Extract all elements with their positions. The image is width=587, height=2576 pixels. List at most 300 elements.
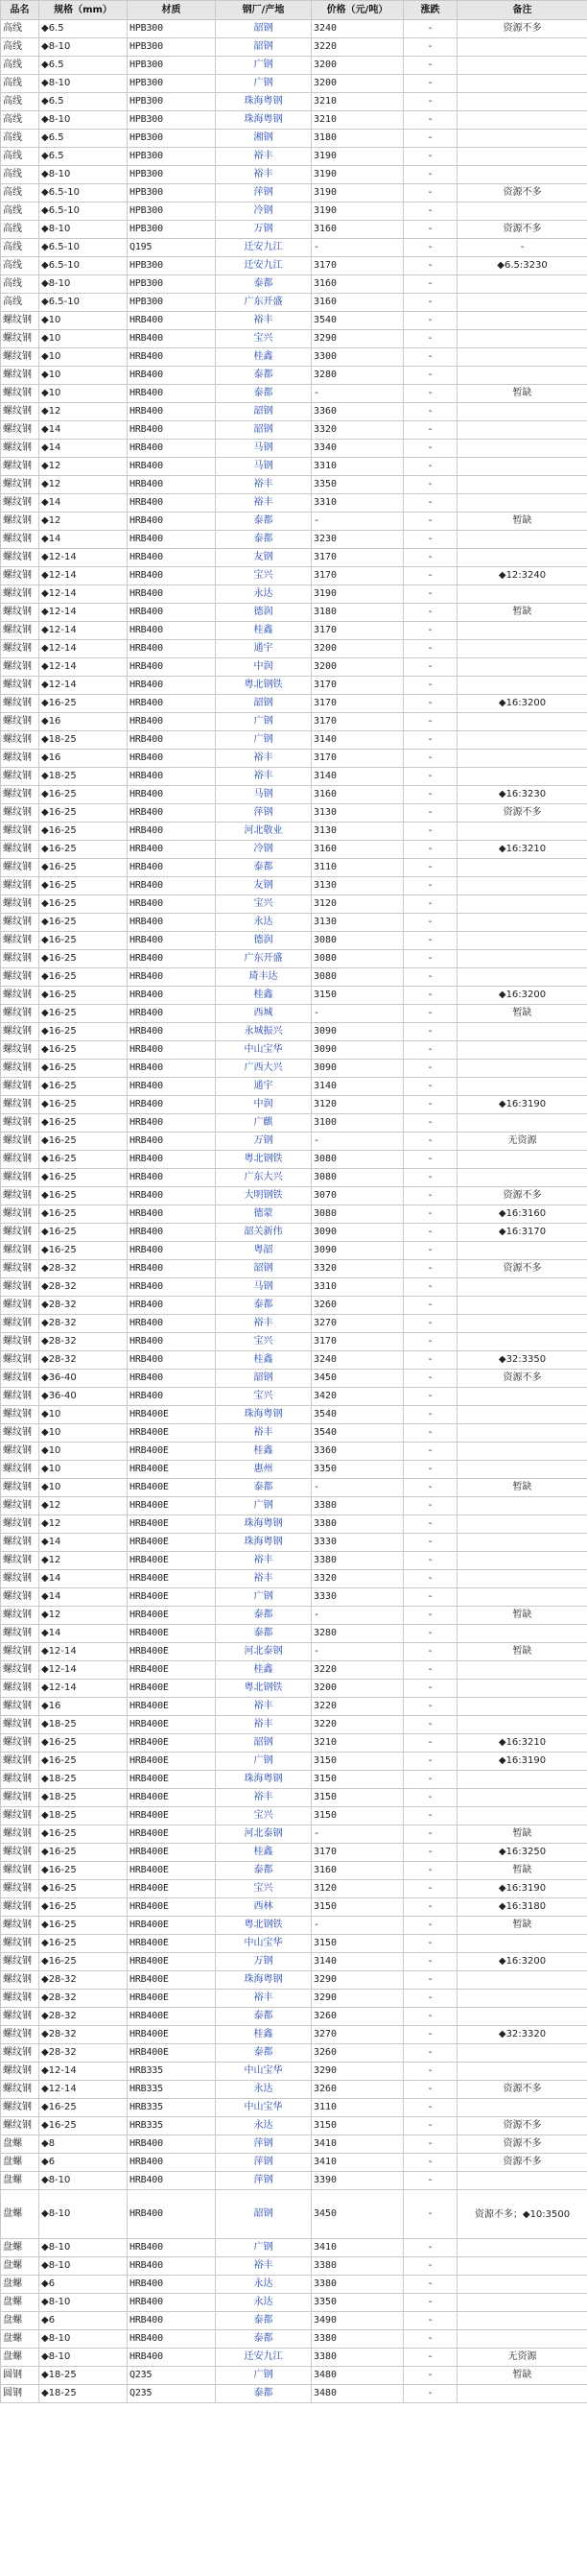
cell-name: 螺纹钢 (1, 1297, 39, 1315)
cell-price: - (312, 1917, 404, 1935)
cell-spec: ◆28-32 (39, 2044, 128, 2063)
cell-change: - (404, 1661, 458, 1680)
cell-mill: 桂鑫 (216, 1443, 312, 1461)
cell-material: HRB400 (128, 2349, 216, 2367)
cell-spec: ◆6.5 (39, 57, 128, 75)
cell-price: 3450 (312, 2190, 404, 2239)
cell-mill: 迁安九江 (216, 239, 312, 257)
table-row (1, 1825, 587, 1844)
cell-change: - (404, 1333, 458, 1351)
table-row (1, 932, 587, 950)
cell-name: 螺纹钢 (1, 1260, 39, 1278)
cell-material: HRB400 (128, 1315, 216, 1333)
table-row (1, 1789, 587, 1807)
cell-price: 3380 (312, 2276, 404, 2294)
cell-note (458, 1114, 587, 1133)
cell-name: 盘螺 (1, 2257, 39, 2276)
cell-note (458, 75, 587, 93)
cell-material: HPB300 (128, 111, 216, 130)
cell-mill: 泰都 (216, 2044, 312, 2063)
cell-note (458, 877, 587, 895)
cell-spec: ◆6.5-10 (39, 257, 128, 275)
cell-note: ◆16:3190 (458, 1753, 587, 1771)
cell-mill: 桂鑫 (216, 348, 312, 367)
cell-change: - (404, 731, 458, 750)
cell-name: 螺纹钢 (1, 2117, 39, 2135)
table-row (1, 1078, 587, 1096)
cell-change: - (404, 1461, 458, 1479)
cell-name: 螺纹钢 (1, 1333, 39, 1351)
table-row (1, 1351, 587, 1370)
cell-price: 3290 (312, 2063, 404, 2081)
cell-price: 3200 (312, 658, 404, 677)
table-row (1, 2312, 587, 2330)
cell-material: HRB400 (128, 877, 216, 895)
cell-material: Q235 (128, 2385, 216, 2403)
cell-spec: ◆8-10 (39, 38, 128, 57)
cell-material: HRB400 (128, 2276, 216, 2294)
cell-material: HRB400 (128, 750, 216, 768)
cell-material: HRB400E (128, 1643, 216, 1661)
table-row (1, 804, 587, 823)
cell-note: 暂缺 (458, 604, 587, 622)
cell-note: ◆16:3230 (458, 786, 587, 804)
table-row (1, 841, 587, 859)
cell-spec: ◆8 (39, 2135, 128, 2154)
cell-material: HRB400 (128, 2294, 216, 2312)
cell-spec: ◆16-25 (39, 1041, 128, 1060)
cell-note (458, 713, 587, 731)
cell-price: 3080 (312, 932, 404, 950)
cell-price: 3320 (312, 421, 404, 440)
table-row (1, 1515, 587, 1534)
cell-note: ◆16:3250 (458, 1844, 587, 1862)
cell-change: - (404, 2135, 458, 2154)
cell-note (458, 294, 587, 312)
cell-change: - (404, 968, 458, 987)
cell-material: HRB400 (128, 2190, 216, 2239)
cell-change: - (404, 1971, 458, 1990)
table-row (1, 330, 587, 348)
cell-price: 3140 (312, 1953, 404, 1971)
cell-material: HRB335 (128, 2117, 216, 2135)
table-row (1, 1315, 587, 1333)
cell-change: - (404, 658, 458, 677)
cell-mill: 裕丰 (216, 750, 312, 768)
cell-mill: 万钢 (216, 1133, 312, 1151)
cell-name: 螺纹钢 (1, 1169, 39, 1187)
cell-name: 盘螺 (1, 2154, 39, 2172)
cell-mill: 桂鑫 (216, 1844, 312, 1862)
cell-mill: 广东大兴 (216, 1169, 312, 1187)
cell-mill: 珠海粤钢 (216, 1771, 312, 1789)
cell-change: - (404, 677, 458, 695)
cell-spec: ◆16-25 (39, 895, 128, 914)
cell-change: - (404, 2312, 458, 2330)
cell-change: - (404, 1880, 458, 1898)
cell-material: HPB300 (128, 184, 216, 203)
cell-change: - (404, 239, 458, 257)
cell-spec: ◆12-14 (39, 2063, 128, 2081)
cell-name: 螺纹钢 (1, 2026, 39, 2044)
table-row (1, 1205, 587, 1224)
cell-spec: ◆6 (39, 2154, 128, 2172)
cell-note (458, 1534, 587, 1552)
cell-material: HRB400 (128, 950, 216, 968)
cell-change: - (404, 1917, 458, 1935)
cell-note (458, 895, 587, 914)
cell-material: HRB400E (128, 1880, 216, 1898)
table-row (1, 1807, 587, 1825)
cell-change: - (404, 2276, 458, 2294)
table-row (1, 1041, 587, 1060)
cell-price: 3210 (312, 111, 404, 130)
cell-spec: ◆6.5 (39, 20, 128, 38)
cell-price: 3350 (312, 476, 404, 494)
cell-spec: ◆16-25 (39, 859, 128, 877)
cell-spec: ◆16-25 (39, 1169, 128, 1187)
cell-change: - (404, 841, 458, 859)
cell-name: 螺纹钢 (1, 1041, 39, 1060)
cell-price: 3160 (312, 786, 404, 804)
cell-price: 3380 (312, 2349, 404, 2367)
cell-note (458, 859, 587, 877)
cell-change: - (404, 1771, 458, 1789)
cell-mill: 粤北钢铁 (216, 677, 312, 695)
cell-name: 螺纹钢 (1, 348, 39, 367)
cell-material: HRB400 (128, 932, 216, 950)
table-row (1, 1990, 587, 2008)
cell-price: 3170 (312, 567, 404, 585)
cell-note (458, 585, 587, 604)
cell-mill: 广钢 (216, 1497, 312, 1515)
cell-spec: ◆16-25 (39, 1078, 128, 1096)
cell-name: 螺纹钢 (1, 385, 39, 403)
cell-mill: 韶钢 (216, 1260, 312, 1278)
cell-change: - (404, 1807, 458, 1825)
cell-change: - (404, 1625, 458, 1643)
cell-note (458, 1242, 587, 1260)
cell-material: HRB400 (128, 859, 216, 877)
cell-spec: ◆12-14 (39, 1643, 128, 1661)
cell-mill: 泰都 (216, 275, 312, 294)
cell-change: - (404, 20, 458, 38)
cell-mill: 中润 (216, 1096, 312, 1114)
cell-name: 螺纹钢 (1, 1771, 39, 1789)
cell-material: Q235 (128, 2367, 216, 2385)
cell-price: 3380 (312, 2257, 404, 2276)
cell-note (458, 440, 587, 458)
cell-price: 3260 (312, 2081, 404, 2099)
cell-price: 3190 (312, 585, 404, 604)
cell-price: 3150 (312, 2117, 404, 2135)
cell-name: 螺纹钢 (1, 1205, 39, 1224)
cell-note: 暂缺 (458, 1479, 587, 1497)
cell-mill: 宝兴 (216, 1333, 312, 1351)
cell-spec: ◆16-25 (39, 804, 128, 823)
cell-spec: ◆16-25 (39, 932, 128, 950)
cell-note (458, 2239, 587, 2257)
cell-spec: ◆16-25 (39, 1096, 128, 1114)
cell-spec: ◆18-25 (39, 1807, 128, 1825)
cell-spec: ◆16-25 (39, 1187, 128, 1205)
table-row (1, 257, 587, 275)
table-row (1, 1607, 587, 1625)
cell-price: 3150 (312, 1807, 404, 1825)
table-body (1, 20, 587, 2403)
cell-name: 螺纹钢 (1, 713, 39, 731)
cell-material: HRB400 (128, 1278, 216, 1297)
cell-spec: ◆12 (39, 513, 128, 531)
cell-material: HRB400 (128, 2172, 216, 2190)
cell-mill: 广东开盛 (216, 294, 312, 312)
cell-name: 螺纹钢 (1, 1971, 39, 1990)
cell-note (458, 1297, 587, 1315)
cell-spec: ◆16-25 (39, 1205, 128, 1224)
table-row (1, 823, 587, 841)
cell-change: - (404, 1698, 458, 1716)
cell-change: - (404, 1734, 458, 1753)
cell-spec: ◆28-32 (39, 1260, 128, 1278)
cell-name: 高线 (1, 203, 39, 221)
table-row (1, 1096, 587, 1114)
cell-price: 3120 (312, 1096, 404, 1114)
cell-spec: ◆28-32 (39, 2008, 128, 2026)
cell-change: - (404, 1224, 458, 1242)
cell-mill: 粤北钢铁 (216, 1151, 312, 1169)
cell-price: 3130 (312, 823, 404, 841)
cell-change: - (404, 2172, 458, 2190)
cell-mill: 萍钢 (216, 2154, 312, 2172)
cell-change: - (404, 1716, 458, 1734)
cell-change: - (404, 750, 458, 768)
cell-note (458, 750, 587, 768)
cell-note (458, 731, 587, 750)
cell-material: HRB400E (128, 1534, 216, 1552)
cell-mill: 广钢 (216, 731, 312, 750)
cell-material: HRB400E (128, 1680, 216, 1698)
cell-mill: 桂鑫 (216, 622, 312, 640)
cell-price: 3380 (312, 2330, 404, 2349)
cell-price: 3480 (312, 2385, 404, 2403)
cell-spec: ◆16-25 (39, 695, 128, 713)
cell-price: 3170 (312, 622, 404, 640)
cell-name: 螺纹钢 (1, 932, 39, 950)
cell-change: - (404, 130, 458, 148)
cell-change: - (404, 2099, 458, 2117)
table-row (1, 2063, 587, 2081)
cell-spec: ◆14 (39, 494, 128, 513)
cell-name: 螺纹钢 (1, 1424, 39, 1443)
cell-price: 3270 (312, 2026, 404, 2044)
cell-mill: 裕丰 (216, 1698, 312, 1716)
cell-mill: 永达 (216, 914, 312, 932)
cell-change: - (404, 1187, 458, 1205)
cell-note (458, 1023, 587, 1041)
cell-name: 螺纹钢 (1, 1625, 39, 1643)
cell-material: HRB400E (128, 1570, 216, 1588)
cell-spec: ◆14 (39, 531, 128, 549)
cell-spec: ◆12-14 (39, 2081, 128, 2099)
cell-material: HRB400 (128, 367, 216, 385)
cell-mill: 中山宝华 (216, 1041, 312, 1060)
cell-material: HRB400E (128, 1917, 216, 1935)
cell-name: 螺纹钢 (1, 786, 39, 804)
cell-material: HRB400 (128, 440, 216, 458)
cell-note: ◆16:3200 (458, 1953, 587, 1971)
cell-change: - (404, 111, 458, 130)
cell-name: 盘螺 (1, 2135, 39, 2154)
cell-price: - (312, 1607, 404, 1625)
cell-material: HRB400E (128, 1734, 216, 1753)
cell-note (458, 2276, 587, 2294)
cell-change: - (404, 1406, 458, 1424)
cell-note: ◆16:3190 (458, 1880, 587, 1898)
cell-note: 资源不多 (458, 184, 587, 203)
cell-change: - (404, 640, 458, 658)
cell-note (458, 2330, 587, 2349)
table-row (1, 1753, 587, 1771)
cell-spec: ◆16-25 (39, 1753, 128, 1771)
cell-mill: 西林 (216, 1898, 312, 1917)
cell-mill: 韶关新伟 (216, 1224, 312, 1242)
cell-spec: ◆6.5 (39, 130, 128, 148)
cell-change: - (404, 2117, 458, 2135)
cell-note (458, 1680, 587, 1698)
table-row (1, 2026, 587, 2044)
cell-change: - (404, 440, 458, 458)
cell-note (458, 1406, 587, 1424)
cell-price: 3160 (312, 841, 404, 859)
cell-mill: 广钢 (216, 1588, 312, 1607)
cell-change: - (404, 1935, 458, 1953)
table-row (1, 1133, 587, 1151)
cell-name: 螺纹钢 (1, 1242, 39, 1260)
cell-spec: ◆6.5 (39, 93, 128, 111)
cell-note (458, 130, 587, 148)
header-note: 备注 (458, 1, 587, 20)
cell-change: - (404, 275, 458, 294)
cell-mill: 裕丰 (216, 148, 312, 166)
cell-price: 3090 (312, 1041, 404, 1060)
cell-spec: ◆12 (39, 458, 128, 476)
cell-price: 3410 (312, 2135, 404, 2154)
cell-name: 螺纹钢 (1, 1534, 39, 1552)
cell-change: - (404, 1388, 458, 1406)
cell-name: 螺纹钢 (1, 1078, 39, 1096)
table-row (1, 111, 587, 130)
cell-note: ◆16:3170 (458, 1224, 587, 1242)
table-row (1, 93, 587, 111)
cell-note (458, 549, 587, 567)
cell-mill: 德蒙 (216, 1205, 312, 1224)
cell-spec: ◆12-14 (39, 677, 128, 695)
cell-material: HRB400 (128, 1242, 216, 1260)
cell-material: HRB400 (128, 604, 216, 622)
cell-spec: ◆8-10 (39, 2257, 128, 2276)
table-row (1, 494, 587, 513)
cell-change: - (404, 1844, 458, 1862)
cell-material: HRB400 (128, 968, 216, 987)
cell-spec: ◆12-14 (39, 622, 128, 640)
cell-note (458, 1333, 587, 1351)
cell-change: - (404, 221, 458, 239)
cell-price: 3240 (312, 1351, 404, 1370)
cell-spec: ◆12-14 (39, 1680, 128, 1698)
cell-spec: ◆16-25 (39, 1023, 128, 1041)
cell-name: 盘螺 (1, 2190, 39, 2239)
cell-name: 螺纹钢 (1, 1224, 39, 1242)
table-row (1, 658, 587, 677)
cell-change: - (404, 1898, 458, 1917)
cell-change: - (404, 367, 458, 385)
cell-change: - (404, 567, 458, 585)
cell-material: HPB300 (128, 130, 216, 148)
table-row (1, 2172, 587, 2190)
cell-note (458, 421, 587, 440)
cell-note (458, 1515, 587, 1534)
cell-spec: ◆16 (39, 1698, 128, 1716)
table-row (1, 2385, 587, 2403)
cell-spec: ◆12-14 (39, 549, 128, 567)
cell-price: - (312, 513, 404, 531)
table-row (1, 2367, 587, 2385)
cell-mill: 永城振兴 (216, 1023, 312, 1041)
cell-spec: ◆28-32 (39, 1278, 128, 1297)
table-row (1, 1169, 587, 1187)
cell-material: HRB400 (128, 567, 216, 585)
cell-name: 高线 (1, 221, 39, 239)
cell-mill: 河北泰钢 (216, 1825, 312, 1844)
cell-change: - (404, 1041, 458, 1060)
cell-material: HRB400 (128, 987, 216, 1005)
cell-material: HRB400 (128, 385, 216, 403)
cell-material: HRB400E (128, 1479, 216, 1497)
table-row (1, 294, 587, 312)
cell-name: 盘螺 (1, 2312, 39, 2330)
cell-spec: ◆16-25 (39, 1880, 128, 1898)
cell-note: 暂缺 (458, 385, 587, 403)
header-spec: 规格（mm） (39, 1, 128, 20)
cell-name: 高线 (1, 239, 39, 257)
table-row (1, 312, 587, 330)
cell-change: - (404, 2294, 458, 2312)
cell-name: 螺纹钢 (1, 987, 39, 1005)
cell-material: HRB400 (128, 1169, 216, 1187)
cell-name: 螺纹钢 (1, 1917, 39, 1935)
cell-change: - (404, 1443, 458, 1461)
cell-price: 3210 (312, 93, 404, 111)
cell-material: HRB400 (128, 1297, 216, 1315)
table-row (1, 221, 587, 239)
cell-change: - (404, 1424, 458, 1443)
table-row (1, 549, 587, 567)
cell-price: 3170 (312, 677, 404, 695)
cell-price: 3280 (312, 367, 404, 385)
cell-change: - (404, 348, 458, 367)
cell-mill: 裕丰 (216, 1990, 312, 2008)
cell-material: HRB400E (128, 1716, 216, 1734)
cell-note (458, 622, 587, 640)
cell-material: HRB400E (128, 1898, 216, 1917)
cell-name: 螺纹钢 (1, 1133, 39, 1151)
cell-note (458, 348, 587, 367)
cell-material: HRB400E (128, 1661, 216, 1680)
cell-name: 盘螺 (1, 2349, 39, 2367)
cell-material: HRB400 (128, 458, 216, 476)
cell-spec: ◆16-25 (39, 2117, 128, 2135)
cell-note: 资源不多 (458, 2081, 587, 2099)
